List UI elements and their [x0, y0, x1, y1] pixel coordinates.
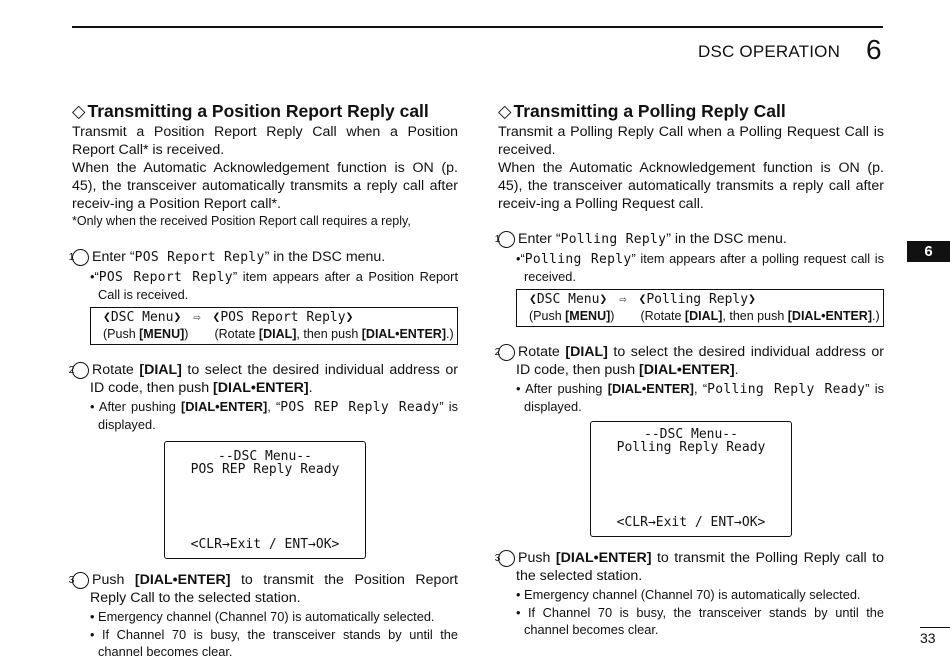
intro-text: Transmit a Position Report Reply Call when a Position Report Call* is received.: [72, 124, 458, 158]
step-2: 2 Rotate [DIAL] to select the desired individual address or ID code, then push [DIAL•ENTER]. • After pushing [DIAL•ENTER], “POS REP Reply Ready” is displayed.: [68, 362, 459, 432]
step-bullet: • Emergency channel (Channel 70) is automatically selected.: [516, 587, 861, 602]
lcd-screen: --DSC Menu-- POS REP Reply Ready <CLR→Exit / ENT→OK>: [164, 441, 366, 559]
step-number: 1: [72, 249, 89, 266]
menu-path-box: ❮DSC Menu❯ ⇨ ❮POS Report Reply❯ (Push [MENU]) (Rotate [DIAL], then push [DIAL•ENTER].): [90, 307, 458, 345]
section-title: ◇ Transmitting a Position Report Reply call: [72, 101, 429, 121]
step-number: 1: [498, 231, 515, 248]
chapter-tab: 6: [907, 241, 950, 262]
step-bullet: • If Channel 70 is busy, the transceiver stands by until the channel becomes clear.: [516, 605, 884, 637]
left-column: [68, 100, 459, 660]
step-number: 2: [498, 344, 515, 361]
header-title: DSC OPERATION: [698, 42, 841, 61]
step-3: 3 Push [DIAL•ENTER] to transmit the Position Report Reply Call to the selected station. • Emergency channel (Channel 70) is automatically selected. • If Channel 70 is busy, the transceiver stands by until the channel becomes clear.: [68, 572, 458, 659]
step-bullet: • After pushing [DIAL•ENTER], “POS REP Reply Ready” is displayed.: [90, 399, 458, 432]
step-2: 2 Rotate [DIAL] to select the desired individual address or ID code, then push [DIAL•ENTER]. • After pushing [DIAL•ENTER], “Polling Reply Ready” is displayed.: [494, 344, 885, 414]
intro-text: Transmit a Polling Reply Call when a Polling Request Call is received.: [498, 124, 884, 158]
arrow-right-icon: ⇨: [619, 292, 627, 306]
page-number: 33: [920, 630, 936, 646]
step-3: 3 Push [DIAL•ENTER] to transmit the Polling Reply call to the selected station. • Emergency channel (Channel 70) is automatically selected. • If Channel 70 is busy, the transceiver stands by until the channel becomes clear.: [494, 550, 884, 637]
arrow-right-icon: ⇨: [193, 310, 201, 324]
lcd-screen: --DSC Menu-- Polling Reply Ready <CLR→Exit / ENT→OK>: [590, 421, 792, 537]
step-bullet: •“Polling Reply” item appears after a polling request call is received.: [516, 251, 884, 284]
step-bullet: •“POS Report Reply” item appears after a Position Report Call is received.: [90, 269, 458, 302]
diamond-icon: ◇: [498, 101, 512, 121]
right-column: [494, 100, 885, 638]
step-number: 3: [72, 572, 89, 589]
step-number: 2: [72, 362, 89, 379]
step-number: 3: [498, 550, 515, 567]
step-1: 1 Enter “Polling Reply” in the DSC menu. •“Polling Reply” item appears after a polling request call is received. ❮DSC Menu❯ ⇨ ❮Polling Reply❯ (Push [MENU]) (Rotate [DIAL], then push [DIAL•ENTER].): [498, 230, 884, 327]
footer-rule: [920, 627, 950, 628]
step-1: 1 Enter “POS Report Reply” in the DSC menu. •“POS Report Reply” item appears after a Position Report Call is received. ❮DSC Menu❯ ⇨ ❮POS Report Reply❯ (Push [MENU]) (Rotate [DIAL], then push [DIAL•ENTER].): [72, 248, 458, 345]
step-bullet: • If Channel 70 is busy, the transceiver stands by until the channel becomes clear.: [90, 627, 458, 659]
menu-path-box: ❮DSC Menu❯ ⇨ ❮Polling Reply❯ (Push [MENU]) (Rotate [DIAL], then push [DIAL•ENTER].): [516, 289, 884, 327]
diamond-icon: ◇: [72, 101, 86, 121]
chapter-number: 6: [866, 34, 882, 65]
header-rule: [72, 26, 883, 28]
section-title: ◇ Transmitting a Polling Reply Call: [498, 101, 786, 121]
step-bullet: • After pushing [DIAL•ENTER], “Polling Reply Ready” is displayed.: [516, 381, 885, 414]
step-bullet: • Emergency channel (Channel 70) is automatically selected.: [90, 609, 435, 624]
intro-text-2: When the Automatic Acknowledgement function is ON (p. 45), the transceiver automatically transmits a reply call after receiv-ing a Position Report call*.: [72, 160, 458, 212]
footnote: *Only when the received Position Report call requires a reply,: [72, 214, 411, 228]
intro-text-2: When the Automatic Acknowledgement function is ON (p. 45), the transceiver automatically transmits a reply call after receiv-ing a Polling Request call.: [498, 160, 884, 212]
